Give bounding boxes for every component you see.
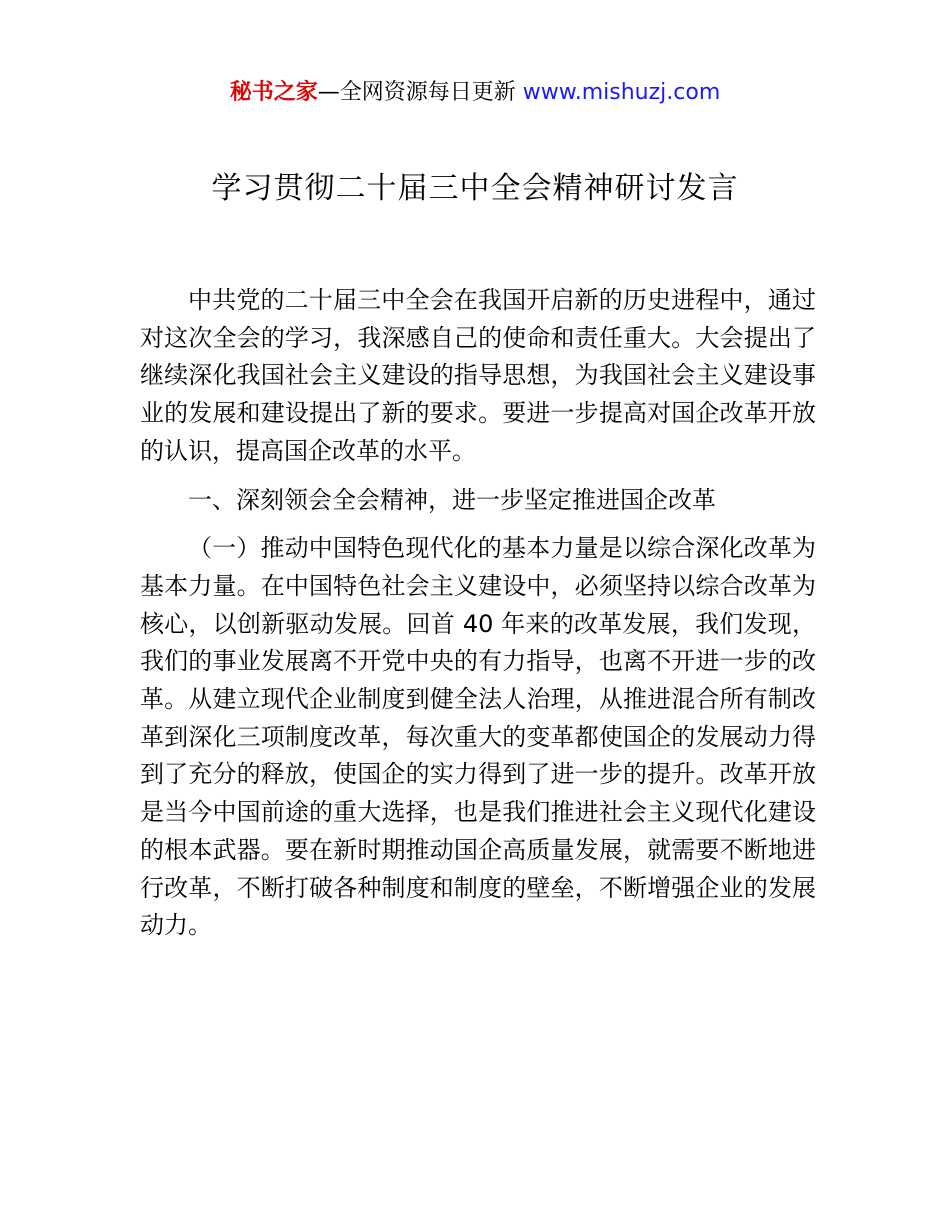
paragraph-section-1-1: （一）推动中国特色现代化的基本力量是以综合深化改革为基本力量。在中国特色社会主义建设中，必须坚持以综合改革为核心，以创新驱动发展。回首 40 年来的改革发展，我们发现，我们的事业发展离不开党中央的有力指导，也离不开进一步的改革。从建立现代企业制度到健全法人治理，从推进混合所有制改革到深化三项制度改革，每次重大的变革都使国企的发展动力得到了充分的释放，使国企的实力得到了进一步的提升。改革开放是当今中国前途的重大选择，也是我们推进社会主义现代化建设的根本武器。要在新时期推动国企高质量发展，就需要不断地进行改革，不断打破各种制度和制度的壁垒，不断增强企业的发展动力。 xyxy=(140,534,816,940)
paragraph-intro: 中共党的二十届三中全会在我国开启新的历史进程中，通过对这次全会的学习，我深感自己的使命和责任重大。大会提出了继续深化我国社会主义建设的指导思想，为我国社会主义建设事业的发展和建设提出了新的要求。要进一步提高对国企改革开放的认识，提高国企改革的水平。 xyxy=(140,286,816,465)
brand-name: 秘书之家 xyxy=(229,80,318,105)
site-url-link[interactable]: www.mishuzj.com xyxy=(522,80,721,105)
site-header-banner xyxy=(0,76,950,110)
section-heading-1: 一、深刻领会全会精神，进一步坚定推进国企改革 xyxy=(188,485,716,514)
document-body xyxy=(140,282,816,945)
header-tagline: —全网资源每日更新 xyxy=(317,80,523,105)
document-title: 学习贯彻二十届三中全会精神研讨发言 xyxy=(211,171,739,206)
